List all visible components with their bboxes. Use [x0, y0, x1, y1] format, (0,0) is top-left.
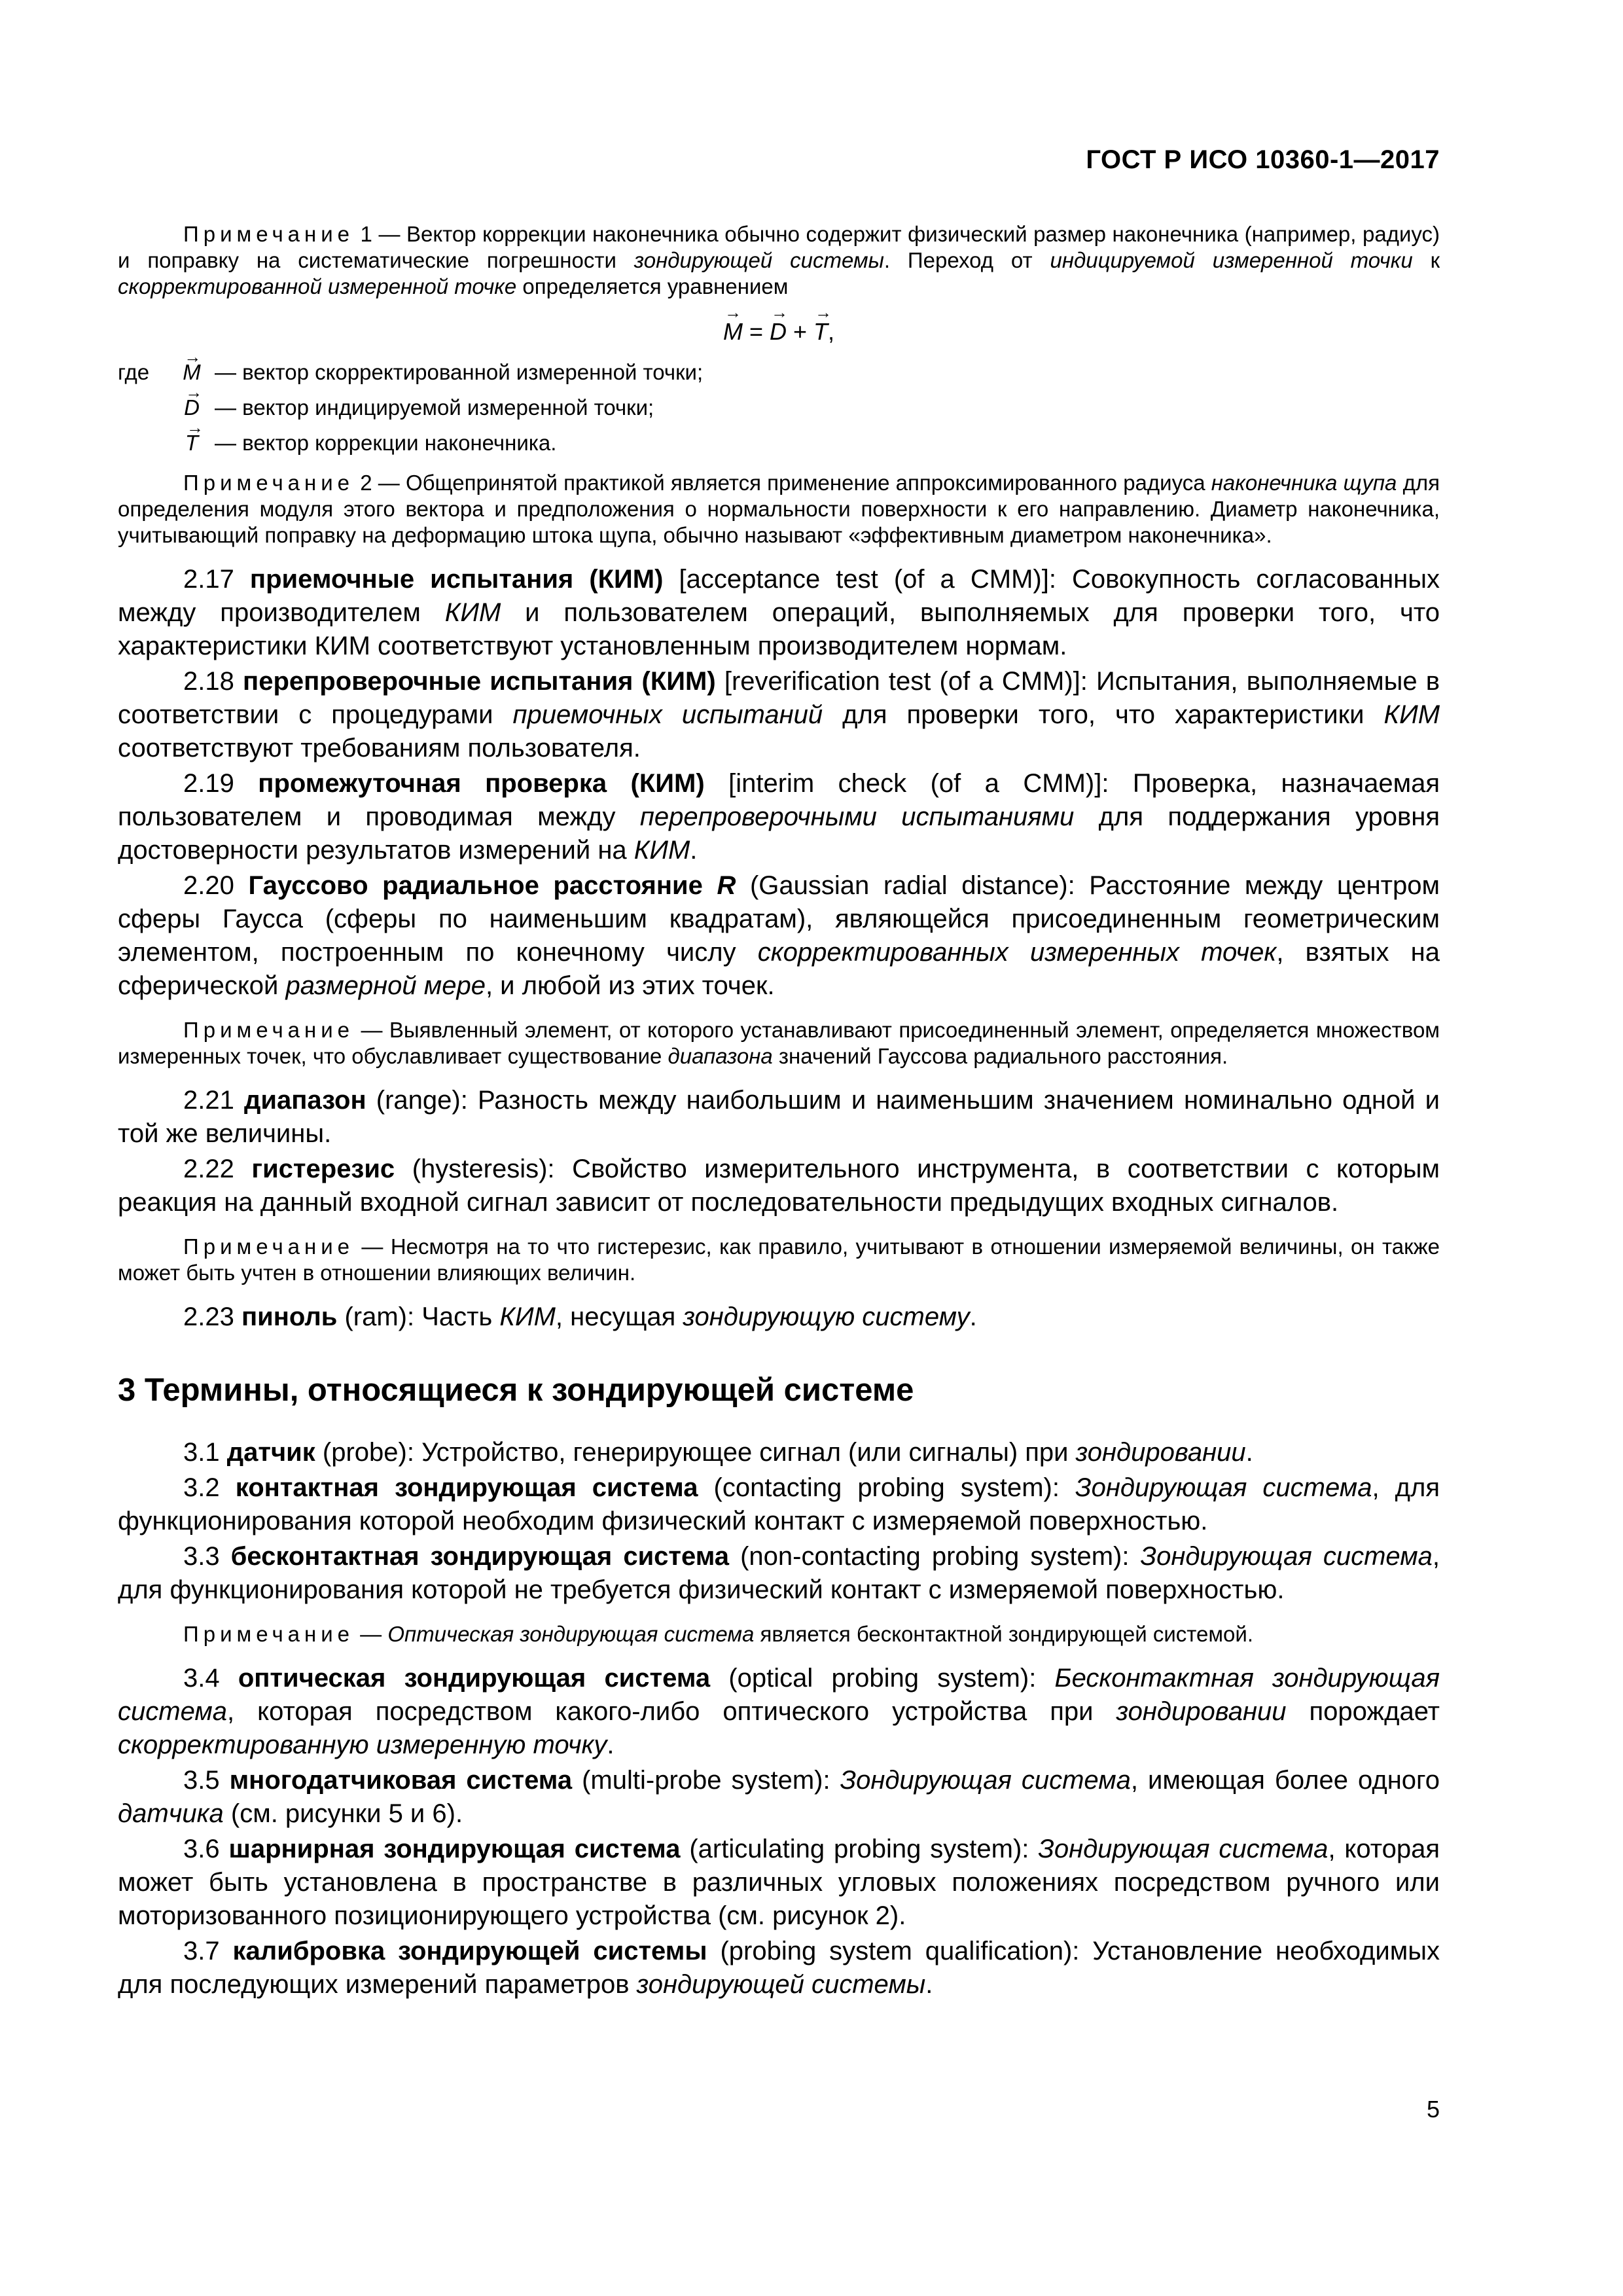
section-3-heading: 3 Термины, относящиеся к зондирующей системе [118, 1372, 914, 1408]
note-3: Примечание — Выявленный элемент, от которого устанавливают присоединенный элемент, определяется множеством измеренных точек, что обуславливает существование диапазона значений Гауссова радиального расстояния. [118, 1018, 1440, 1068]
term-3-5: 3.5 многодатчиковая система (multi-probe system): Зондирующая система, имеющая более одного датчика (см. рисунки 5 и 6). [118, 1766, 1440, 1828]
term-3-2: 3.2 контактная зондирующая система (contacting probing system): Зондирующая система, для функционирования которой необходим физический контакт с измеряемой поверхностью. [118, 1473, 1440, 1535]
legend-row: → T — вектор коррекции наконечника. [118, 425, 1440, 461]
term-2-18: 2.18 перепроверочные испытания (КИМ) [reverification test (of a CMM)]: Испытания, выполняемые в соответствии с процедурами приемочных испытаний для проверки того, что характеристики КИМ соответствуют требованиям пользователя. [118, 667, 1440, 762]
legend-row: → D — вектор индицируемой измеренной точки; [118, 390, 1440, 425]
term-3-1: 3.1 датчик (probe): Устройство, генерирующее сигнал (или сигналы) при зондировании. [183, 1438, 1253, 1467]
legend-row: где → M — вектор скорректированной измеренной точки; [118, 355, 1440, 390]
document-body [118, 221, 1440, 2003]
formula-legend [118, 355, 1440, 461]
term-3-3: 3.3 бесконтактная зондирующая система (non-contacting probing system): Зондирующая система, для функционирования которой не требуется физический контакт с измеряемой поверхностью. [118, 1542, 1440, 1604]
term-2-20: 2.20 Гауссово радиальное расстояние R (Gaussian radial distance): Расстояние между центром сферы Гаусса (сферы по наименьшим квадратам), являющейся присоединенным геометрическим элементом, построенным по конечному числу скорректированных измеренных точек, взятых на сферической размерной мере, и любой из этих точек. [118, 871, 1440, 1000]
term-2-22: 2.22 гистерезис (hysteresis): Свойство измерительного инструмента, в соответствии с которым реакция на данный входной сигнал зависит от последовательности предыдущих входных сигналов. [118, 1155, 1440, 1217]
term-2-19: 2.19 промежуточная проверка (КИМ) [interim check (of a CMM)]: Проверка, назначаемая пользователем и проводимая между перепроверочными испытаниями для поддержания уровня достоверности результатов измерений на КИМ. [118, 769, 1440, 865]
term-2-21: 2.21 диапазон (range): Разность между наибольшим и наименьшим значением номинально одной и той же величины. [118, 1086, 1440, 1148]
document-header: ГОСТ Р ИСО 10360-1—2017 [1086, 145, 1440, 174]
term-3-4: 3.4 оптическая зондирующая система (optical probing system): Бесконтактная зондирующая система, которая посредством какого-либо оптического устройства при зондировании порождает скорректированную измеренную точку. [118, 1664, 1440, 1759]
term-2-23: 2.23 пиноль (ram): Часть КИМ, несущая зондирующую систему. [183, 1302, 977, 1331]
term-3-7: 3.7 калибровка зондирующей системы (probing system qualification): Установление необходимых для последующих измерений параметров зондирующей системы. [118, 1937, 1440, 1999]
page-number: 5 [1426, 2096, 1440, 2123]
note-1: Примечание 1 — Вектор коррекции наконечника обычно содержит физический размер наконечника (например, радиус) и поправку на систематические погрешности зондирующей системы. Переход от индицируемой измеренной точки к скорректированной измеренной точке определяется уравнением [118, 222, 1440, 298]
vector-formula: → M = → D + → T, [118, 318, 1440, 346]
term-3-6: 3.6 шарнирная зондирующая система (articulating probing system): Зондирующая система, которая может быть установлена в пространстве в различных угловых положениях посредством ручного или моторизованного позиционирующего устройства (см. рисунок 2). [118, 1835, 1440, 1930]
note-2: Примечание 2 — Общепринятой практикой является применение аппроксимированного радиуса наконечника щупа для определения модуля этого вектора и предположения о нормальности поверхности к его направлению. Диаметр наконечника, учитывающий поправку на деформацию штока щупа, обычно называют «эффективным диаметром наконечника». [118, 471, 1440, 547]
note-5: Примечание — Оптическая зондирующая система является бесконтактной зондирующей системой. [183, 1622, 1253, 1646]
term-2-17: 2.17 приемочные испытания (КИМ) [acceptance test (of a CMM)]: Совокупность согласованных между производителем КИМ и пользователем операций, выполняемых для проверки того, что характеристики КИМ соответствуют установленным производителем нормам. [118, 565, 1440, 660]
note-4: Примечание — Несмотря на то что гистерезис, как правило, учитывают в отношении измеряемой величины, он также может быть учтен в отношении влияющих величин. [118, 1234, 1440, 1285]
